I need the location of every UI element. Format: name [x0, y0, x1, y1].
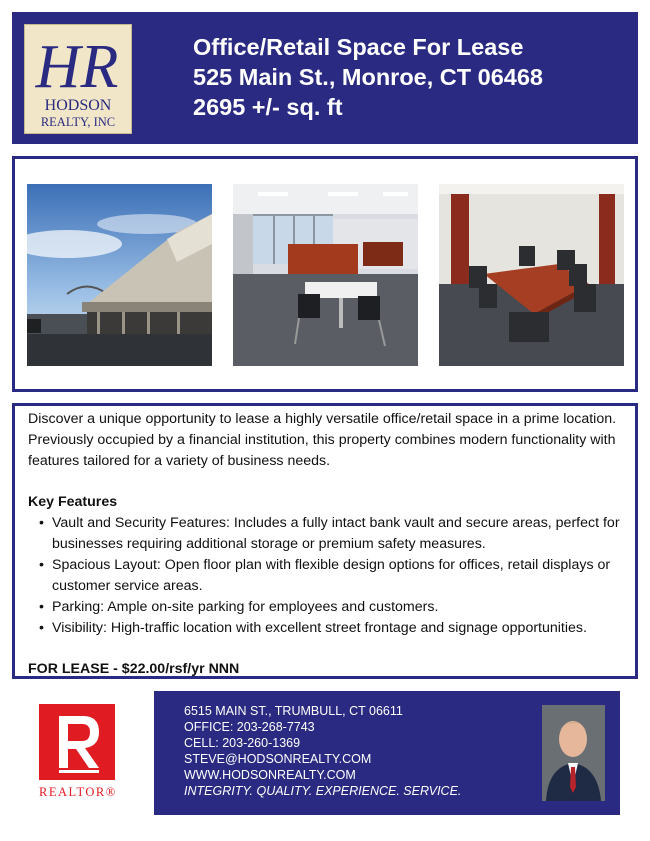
realtor-r-icon: [39, 704, 115, 780]
photo-open-office: [233, 184, 418, 366]
bullet-icon: •: [39, 515, 44, 531]
property-description: [12, 403, 638, 679]
contact-lines: [184, 703, 461, 799]
agent-photo: [542, 705, 605, 801]
bullet-icon: •: [39, 599, 44, 615]
svg-text:HR: HR: [35, 33, 119, 101]
photo-gallery: [12, 156, 638, 392]
svg-text:HODSON: HODSON: [44, 97, 112, 114]
list-item: • Parking: Ample on-site parking for employees and customers.: [28, 597, 622, 618]
lease-price: FOR LEASE - $22.00/rsf/yr NNN: [28, 661, 240, 677]
bullet-icon: •: [39, 620, 44, 636]
bullet-icon: •: [39, 557, 44, 573]
listing-size: 2695 +/- sq. ft: [193, 94, 343, 120]
intro-paragraph: Discover a unique opportunity to lease a highly versatile office/retail space in a prime location. Previously occupied by a financial institution, this property combines modern functionality with features tailored for a variety of business needs.: [28, 411, 617, 469]
hodson-realty-logo: [24, 24, 132, 134]
office-phone[interactable]: OFFICE: 203-268-7743: [184, 720, 315, 734]
list-item: • Spacious Layout: Open floor plan with flexible design options for offices, retail displays or customer service areas.: [39, 557, 611, 594]
header-banner: [12, 12, 638, 144]
cell-phone[interactable]: CELL: 203-260-1369: [184, 736, 301, 750]
listing-title: Office/Retail Space For Lease: [193, 34, 524, 60]
realtor-wordmark: REALTOR®: [39, 785, 117, 799]
header-text: [193, 32, 543, 122]
email-link[interactable]: STEVE@HODSONREALTY.COM: [184, 752, 372, 766]
photo-conference-room: [439, 184, 624, 366]
list-item: • Vault and Security Features: Includes a fully intact bank vault and secure areas, perfect for businesses requiring additional storage or premium safety measures.: [39, 515, 620, 552]
key-features-heading: Key Features: [28, 494, 118, 510]
svg-text:REALTY, INC: REALTY, INC: [40, 115, 116, 129]
contact-block: [154, 691, 620, 815]
office-address: 6515 MAIN ST., TRUMBULL, CT 06611: [184, 704, 403, 718]
website-link[interactable]: WWW.HODSONREALTY.COM: [184, 768, 356, 782]
realtor-logo: [39, 704, 117, 806]
photo-building-exterior: [27, 184, 212, 366]
list-item: • Visibility: High-traffic location with excellent street frontage and signage opportunities.: [28, 618, 622, 639]
key-features-list: [28, 513, 622, 639]
tagline: INTEGRITY. QUALITY. EXPERIENCE. SERVICE.: [184, 784, 462, 798]
listing-address: 525 Main St., Monroe, CT 06468: [193, 64, 543, 90]
